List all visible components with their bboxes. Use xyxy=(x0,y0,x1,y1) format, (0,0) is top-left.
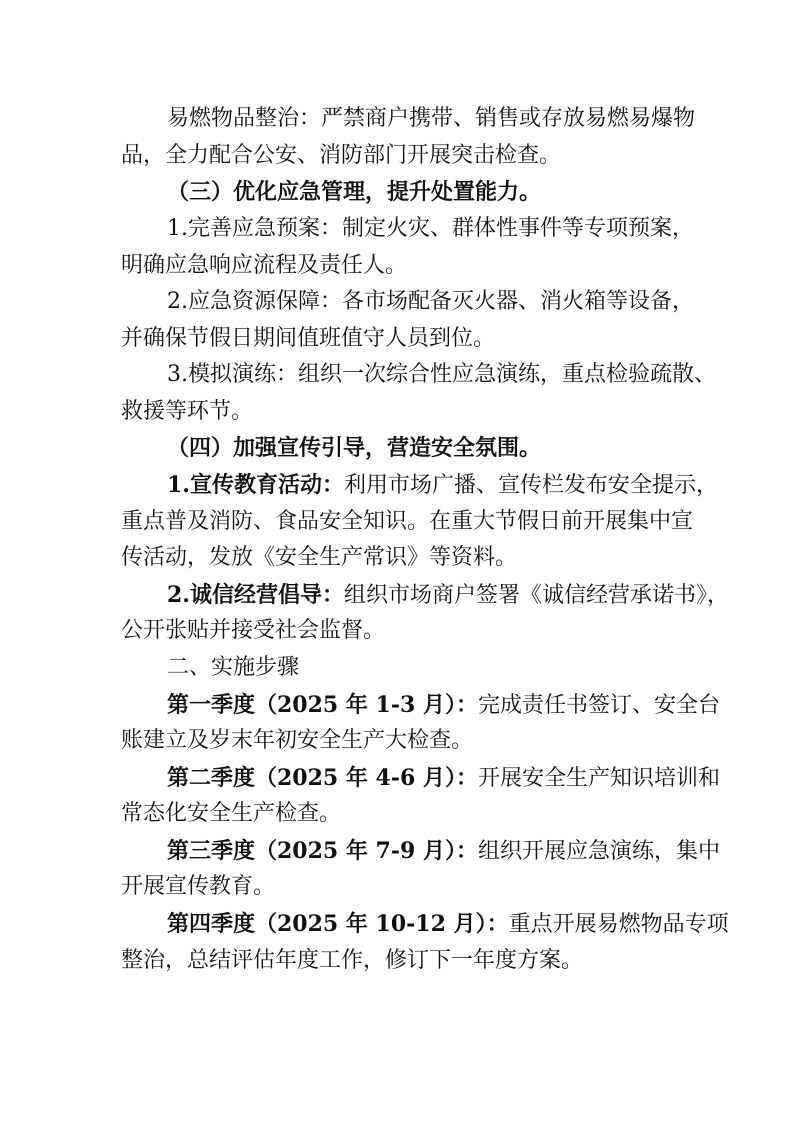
section-heading-3: （三）优化应急管理，提升处置能力。 xyxy=(167,179,542,205)
item-text: 组织市场商户签署《诚信经营承诺书》， xyxy=(343,583,729,608)
paragraph-line xyxy=(167,763,720,794)
paragraph-line: 并确保节假日期间值班值守人员到位。 xyxy=(121,326,496,351)
paragraph-line: 传活动，发放《安全生产常识》等资料。 xyxy=(121,545,518,570)
section-heading-4: （四）加强宣传引导，营造安全氛围。 xyxy=(167,435,542,461)
paragraph-line: 救援等环节。 xyxy=(121,399,254,424)
quarter-text: 组织开展应急演练，集中 xyxy=(477,839,720,864)
item-label: 2.诚信经营倡导： xyxy=(167,582,344,608)
paragraph-line xyxy=(167,470,718,501)
quarter-label: 第二季度（2025 年 4-6 月）： xyxy=(167,765,478,791)
paragraph-line: 重点普及消防、食品安全知识。在重大节假日前开展集中宣 xyxy=(121,509,694,534)
quarter-text: 重点开展易燃物品专项 xyxy=(508,912,729,937)
paragraph-line: 明确应急响应流程及责任人。 xyxy=(121,253,408,278)
quarter-text: 开展安全生产知识培训和 xyxy=(477,766,720,791)
quarter-label: 第三季度（2025 年 7-9 月）： xyxy=(167,838,478,864)
paragraph-line: 品，全力配合公安、消防部门开展突击检查。 xyxy=(121,143,562,168)
item-label: 1.宣传教育活动： xyxy=(167,472,344,498)
item-text: 利用市场广播、宣传栏发布安全提示， xyxy=(343,473,718,498)
quarter-label: 第四季度（2025 年 10-12 月）： xyxy=(167,911,509,937)
paragraph-line: 开展宣传教育。 xyxy=(121,874,276,899)
quarter-label: 第一季度（2025 年 1-3 月）： xyxy=(167,692,478,718)
paragraph-line: 账建立及岁末年初安全生产大检查。 xyxy=(121,728,474,753)
paragraph-line xyxy=(167,690,720,721)
paragraph-line xyxy=(167,580,729,611)
paragraph-line: 公开张贴并接受社会监督。 xyxy=(121,618,386,643)
paragraph-line: 常态化安全生产检查。 xyxy=(121,801,342,826)
paragraph-line xyxy=(167,836,720,867)
section-heading-steps: 二、实施步骤 xyxy=(167,655,300,680)
paragraph-line: 3.模拟演练：组织一次综合性应急演练，重点检验疏散、 xyxy=(167,362,716,387)
paragraph-line: 1.完善应急预案：制定火灾、群体性事件等专项预案， xyxy=(167,216,694,241)
paragraph-line xyxy=(167,909,729,940)
quarter-text: 完成责任书签订、安全台 xyxy=(477,693,720,718)
paragraph-line: 整治，总结评估年度工作，修订下一年度方案。 xyxy=(121,948,584,973)
paragraph-line: 2.应急资源保障：各市场配备灭火器、消火箱等设备， xyxy=(167,289,694,314)
paragraph-line: 易燃物品整治：严禁商户携带、销售或存放易燃易爆物 xyxy=(167,106,696,131)
